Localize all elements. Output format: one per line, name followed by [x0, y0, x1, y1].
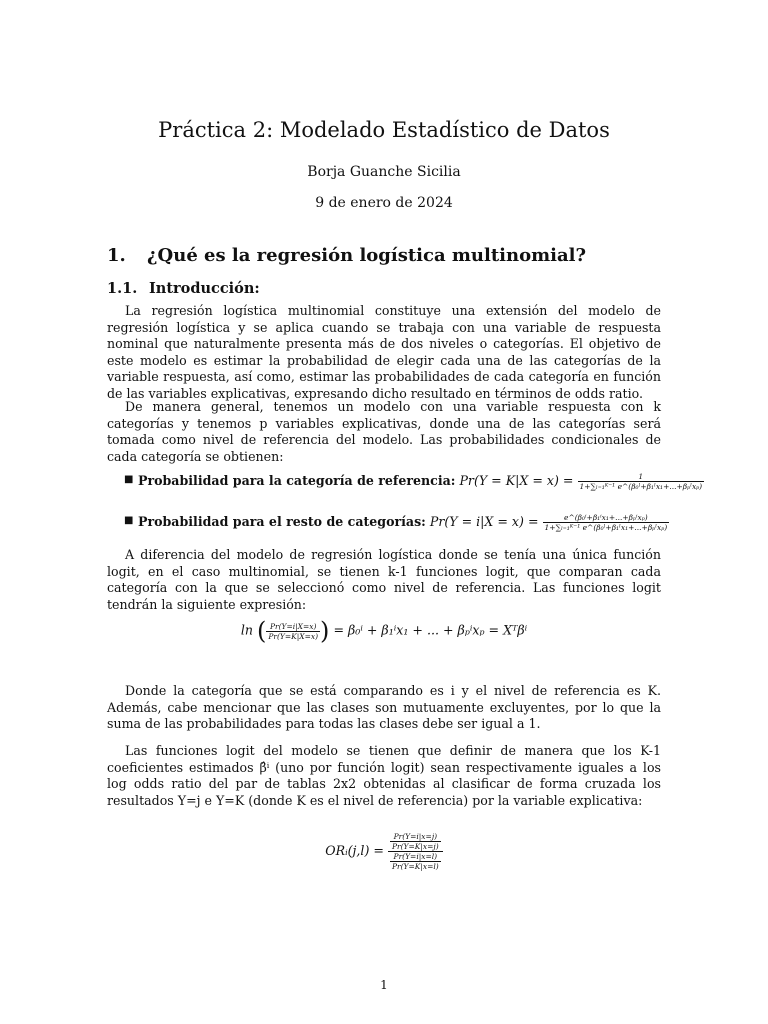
- bullet-lhs: Pr(Y = K|X = x) =: [459, 473, 574, 488]
- page-number: 1: [380, 978, 388, 992]
- fraction-numerator: e^(β₀ⁱ+β₁ⁱx₁+...+βₚⁱxₚ): [564, 513, 648, 522]
- section-number: 1.: [107, 245, 126, 266]
- section-heading: [107, 245, 586, 266]
- paragraph-odds: [107, 743, 661, 809]
- paragraph-logit-text: A diferencia del modelo de regresión logística donde se tenía una única función logit, en el caso multinomial, se tienen k-1 funciones logit, que comparan cada categoría con la que se seleccionó como nivel de referencia. Las funciones logit tendrán la siguiente expresión:: [107, 547, 661, 612]
- paper-date: 9 de enero de 2024: [315, 195, 453, 211]
- paragraph-intro-text: La regresión logística multinomial constituye una extensión del modelo de regresión logística y se aplica cuando se trabaja con una variable de respuesta nominal que naturalmente presenta más de dos niveles o categorías. El objetivo de este modelo es estimar la probabilidad de elegir cada una de las categorías de la variable respuesta, así como, estimar las probabilidades de cada categoría en función de las variables explicativas, expresando dicho resultado en términos de odds ratio.: [107, 303, 661, 401]
- bullet-marker: ■: [124, 474, 134, 485]
- paragraph-general: [107, 399, 661, 465]
- subsection-title: Introducción:: [149, 280, 260, 297]
- paragraph-reference: [107, 683, 661, 733]
- bullet-label: Probabilidad para el resto de categorías:: [138, 514, 426, 529]
- logit-equation: ln ( $\frac{Pr(Y=i|X=x)}{Pr(Y=K|X=x)}$ ) = β₀ⁱ + β₁ⁱx₁ + ... + βₚⁱxₚ = Xᵀβⁱ: [240, 617, 528, 645]
- author-name: Borja Guanche Sicilia: [307, 164, 461, 180]
- odds-ratio-fraction: [388, 832, 443, 871]
- paper-title: Práctica 2: Modelado Estadístico de Datos: [158, 118, 610, 142]
- subsection-heading: [107, 280, 260, 297]
- fraction-denominator: 1+∑ₗ₌₁ᴷ⁻¹ e^(β₀ˡ+β₁ˡx₁+...+βₚˡxₚ): [544, 523, 668, 532]
- logit-rhs: = β₀ⁱ + β₁ⁱx₁ + ... + βₚⁱxₚ = Xᵀβⁱ: [333, 622, 528, 638]
- logit-fraction: [266, 622, 320, 641]
- logit-numerator: Pr(Y=i|X=x): [269, 621, 317, 631]
- fraction-numerator: 1: [638, 472, 644, 481]
- odds-ratio-lower: $\frac{Pr(Y=i|x=l)}{Pr(Y=K|x=l)}$: [391, 852, 439, 871]
- paragraph-odds-text: Las funciones logit del modelo se tienen que definir de manera que los K-1 coeficientes estimados β̂ⁱ (uno por función logit) sean respectivamente iguales a los log odds ratio del par de tablas 2x2 obtenidas al clasificar de forma cruzada los resultados Y=j e Y=K (donde K es el nivel de referencia) por la variable explicativa:: [107, 743, 661, 808]
- logit-denominator: Pr(Y=K|X=x): [268, 631, 319, 641]
- odds-ratio-upper: $\frac{Pr(Y=i|x=j)}{Pr(Y=K|x=j)}$: [391, 832, 439, 851]
- odds-ratio-equation: [0, 832, 768, 871]
- bullet-label: Probabilidad para la categoría de referencia:: [138, 473, 456, 488]
- bullet-marker: ■: [124, 515, 134, 526]
- paragraph-intro: [107, 303, 661, 402]
- other-probability-fraction: [543, 513, 670, 532]
- paragraph-reference-text: Donde la categoría que se está comparando es i y el nivel de referencia es K. Además, cabe mencionar que las clases son mutuamente excluyentes, por lo que la suma de las probabilidades para todas las clases debe ser igual a 1.: [107, 683, 661, 731]
- fraction-denominator: 1+∑ₗ₌₁ᴷ⁻¹ e^(β₀ˡ+β₁ˡx₁+...+βₚˡxₚ): [579, 482, 703, 491]
- paragraph-logit: [107, 547, 661, 613]
- paragraph-general-text: De manera general, tenemos un modelo con una variable respuesta con k categorías y tenemos p variables explicativas, donde una de las categorías será tomada como nivel de referencia del modelo. Las probabilidades condicionales de cada categoría se obtienen:: [107, 399, 661, 464]
- subsection-number: 1.1.: [107, 280, 138, 297]
- logit-ln: ln: [240, 622, 253, 638]
- reference-probability-fraction: [578, 472, 705, 491]
- odds-ratio-lhs: ORᵢ(j,l) =: [325, 843, 384, 858]
- section-title: ¿Qué es la regresión logística multinomial?: [147, 245, 587, 266]
- bullet-lhs: Pr(Y = i|X = x) =: [429, 514, 539, 529]
